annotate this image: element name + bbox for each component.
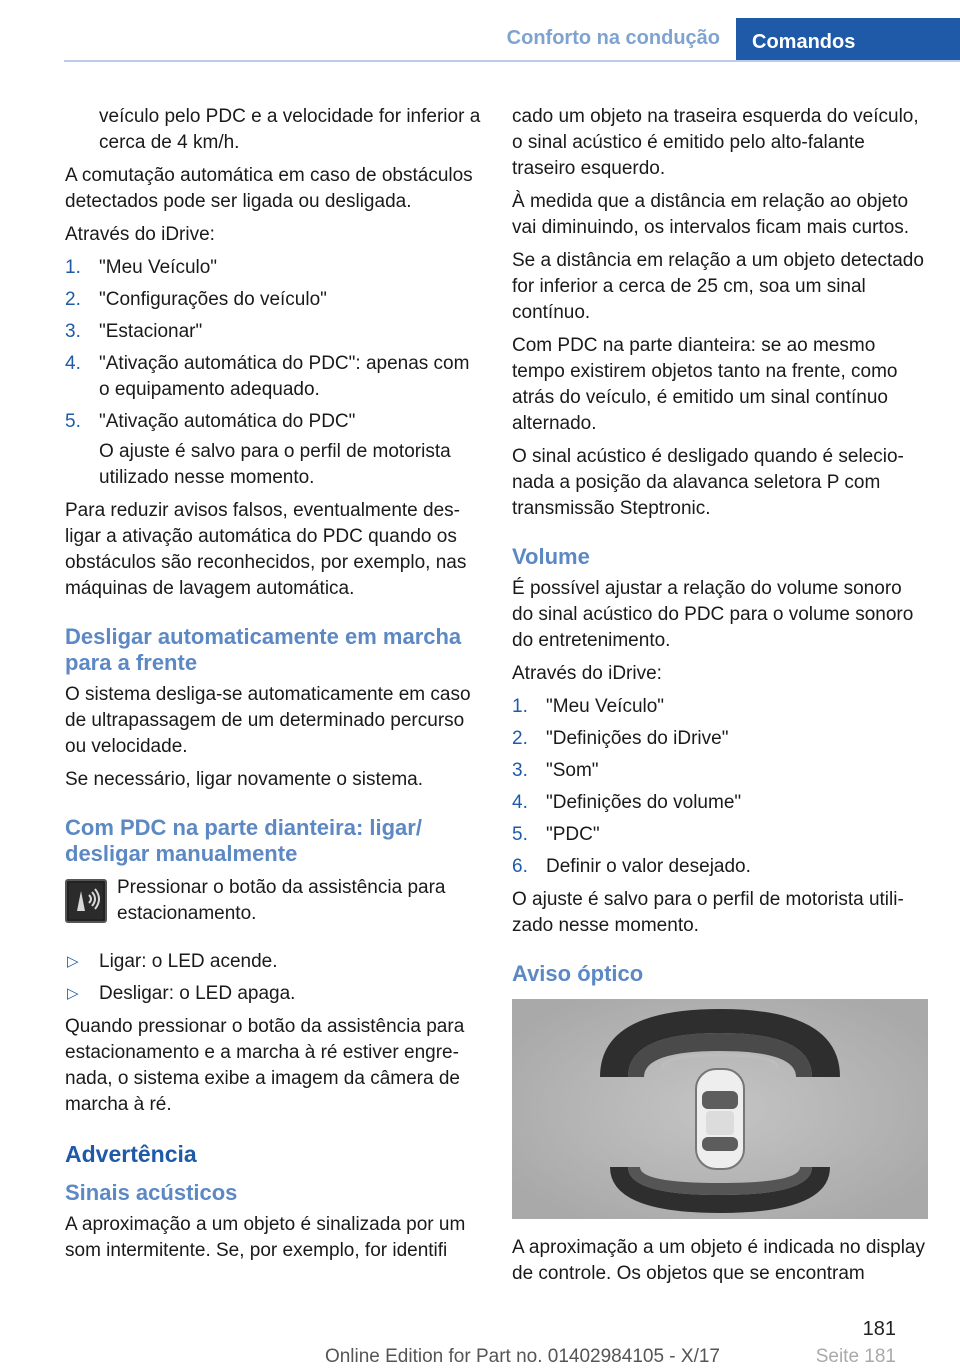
step-number: 2. <box>65 289 81 310</box>
button-instruction <box>65 875 481 927</box>
paragraph-false-alarms: Para reduzir avisos falsos, eventualmente desligar a ativação automática do PDC quando os obstáculos são reconhecidos, por exemplo, nas máquinas de lavagem automática. <box>65 500 467 599</box>
step-number: 1. <box>512 696 528 717</box>
step-text: "Estacionar" <box>99 321 203 342</box>
step-number: 5. <box>65 411 81 432</box>
paragraph-saved: O ajuste é salvo para o perfil de motorista utilizado nesse momento. <box>512 889 904 936</box>
bullet-text: Ligar: o LED acende. <box>99 951 278 972</box>
paragraph-continuous-signal: Se a distância em relação a um objeto detectado for inferior a cerca de 25 cm, soa um sinal contínuo. <box>512 250 924 323</box>
triangle-bullet-icon: ▷ <box>67 985 79 1002</box>
list-item <box>512 822 928 848</box>
steps-list <box>512 694 928 880</box>
heading-acoustic-signals: Sinais acústicos <box>65 1180 238 1205</box>
paragraph-acoustic: A aproximação a um objeto é sinalizada por um som intermitente. Se, por exemplo, for identifi <box>65 1214 466 1261</box>
step-text: "Ativação automática do PDC" <box>99 411 356 432</box>
step-text: "Meu Veículo" <box>99 257 218 278</box>
step-text: "PDC" <box>546 824 600 845</box>
bullet-list <box>65 949 481 1007</box>
paragraph-front-pdc: Com PDC na parte dianteira: se ao mesmo tempo existirem objetos tanto na frente, como atrás do veículo, é emitido um sinal contínuo alternado. <box>512 335 898 434</box>
pdc-display-illustration <box>512 999 928 1219</box>
step-number: 2. <box>512 728 528 749</box>
step-text: "Som" <box>546 760 599 781</box>
paragraph-via-idrive: Através do iDrive: <box>512 663 662 684</box>
paragraph-camera: Quando pressionar o botão da assistência para estacionamento e a marcha à ré estiver engrenada, o sistema exibe a imagem da câmera de marcha à ré. <box>65 1016 465 1115</box>
step-number: 4. <box>512 792 528 813</box>
list-item <box>512 790 928 816</box>
step-number: 3. <box>512 760 528 781</box>
paragraph-display: A aproximação a um objeto é indicada no display de controle. Os objetos que se encontram <box>512 1237 925 1284</box>
step-note: O ajuste é salvo para o perfil de motorista utilizado nesse momento. <box>99 441 451 488</box>
page-header <box>0 0 960 62</box>
section-title: Conforto na condução <box>506 27 720 49</box>
chapter-tab: Comandos <box>736 18 960 62</box>
heading-optical-warning: Aviso óptico <box>512 961 644 986</box>
step-text: "Meu Veículo" <box>546 696 665 717</box>
footer-watermark: Seite 181 <box>815 1346 896 1367</box>
pdc-car-graphic <box>512 999 928 1219</box>
list-item <box>512 726 928 752</box>
triangle-bullet-icon: ▷ <box>67 953 79 970</box>
step-number: 5. <box>512 824 528 845</box>
paragraph-switch-on-again: Se necessário, ligar novamente o sistema. <box>65 769 424 790</box>
list-item <box>65 949 481 975</box>
paragraph-continuation: cado um objeto na traseira esquerda do veículo, o sinal acústico é emitido pelo alto-falante traseiro esquerdo. <box>512 106 919 179</box>
step-number: 3. <box>65 321 81 342</box>
page-number: 181 <box>862 1318 896 1340</box>
left-column <box>65 104 481 1271</box>
steps-list <box>65 255 481 491</box>
list-item <box>512 758 928 784</box>
paragraph-signal-off: O sinal acústico é desligado quando é selecionada a posição da alavanca seletora P com transmissão Steptronic. <box>512 446 904 519</box>
park-assist-button-icon <box>65 879 107 923</box>
step-number: 6. <box>512 856 528 877</box>
list-item <box>65 351 481 403</box>
heading-warning: Advertência <box>65 1141 197 1167</box>
step-number: 1. <box>65 257 81 278</box>
bullet-text: Desligar: o LED apaga. <box>99 983 296 1004</box>
step-text: "Configurações do veículo" <box>99 289 327 310</box>
step-text: "Ativação automática do PDC": apenas com o equipamento adequado. <box>99 353 470 400</box>
step-text: Definir o valor desejado. <box>546 856 751 877</box>
paragraph-continuation: veículo pelo PDC e a velocidade for inferior a cerca de 4 km/h. <box>99 106 481 153</box>
list-item <box>512 694 928 720</box>
page-footer <box>0 1310 960 1367</box>
paragraph-volume: É possível ajustar a relação do volume sonoro do sinal acústico do PDC para o volume sonoro do entretenimento. <box>512 578 914 651</box>
step-text: "Definições do volume" <box>546 792 742 813</box>
step-number: 4. <box>65 353 81 374</box>
header-rule <box>64 60 960 62</box>
step-text: "Definições do iDrive" <box>546 728 729 749</box>
list-item <box>65 981 481 1007</box>
right-column <box>512 104 928 1294</box>
paragraph-forward-off: O sistema desliga-se automaticamente em caso de ultrapassagem de um determinado percurso ou velocidade. <box>65 684 471 757</box>
list-item <box>65 319 481 345</box>
list-item <box>65 255 481 281</box>
edition-info: Online Edition for Part no. 01402984105 - X/17 <box>324 1346 720 1367</box>
paragraph-auto-switch: A comutação automática em caso de obstáculos detectados pode ser ligada ou desligada. <box>65 165 473 212</box>
paragraph-intervals: À medida que a distância em relação ao objeto vai diminuindo, os intervalos ficam mais curtos. <box>512 191 910 238</box>
heading-forward-off: Desligar automaticamente em marcha para a frente <box>65 624 462 675</box>
list-item <box>512 854 928 880</box>
button-instruction-text: Pressionar o botão da assistência para estacionamento. <box>117 877 446 924</box>
heading-volume: Volume <box>512 544 590 569</box>
list-item <box>65 287 481 313</box>
heading-manual: Com PDC na parte dianteira: ligar/ desligar manualmente <box>65 815 422 866</box>
paragraph-via-idrive: Através do iDrive: <box>65 224 215 245</box>
list-item <box>65 409 481 491</box>
